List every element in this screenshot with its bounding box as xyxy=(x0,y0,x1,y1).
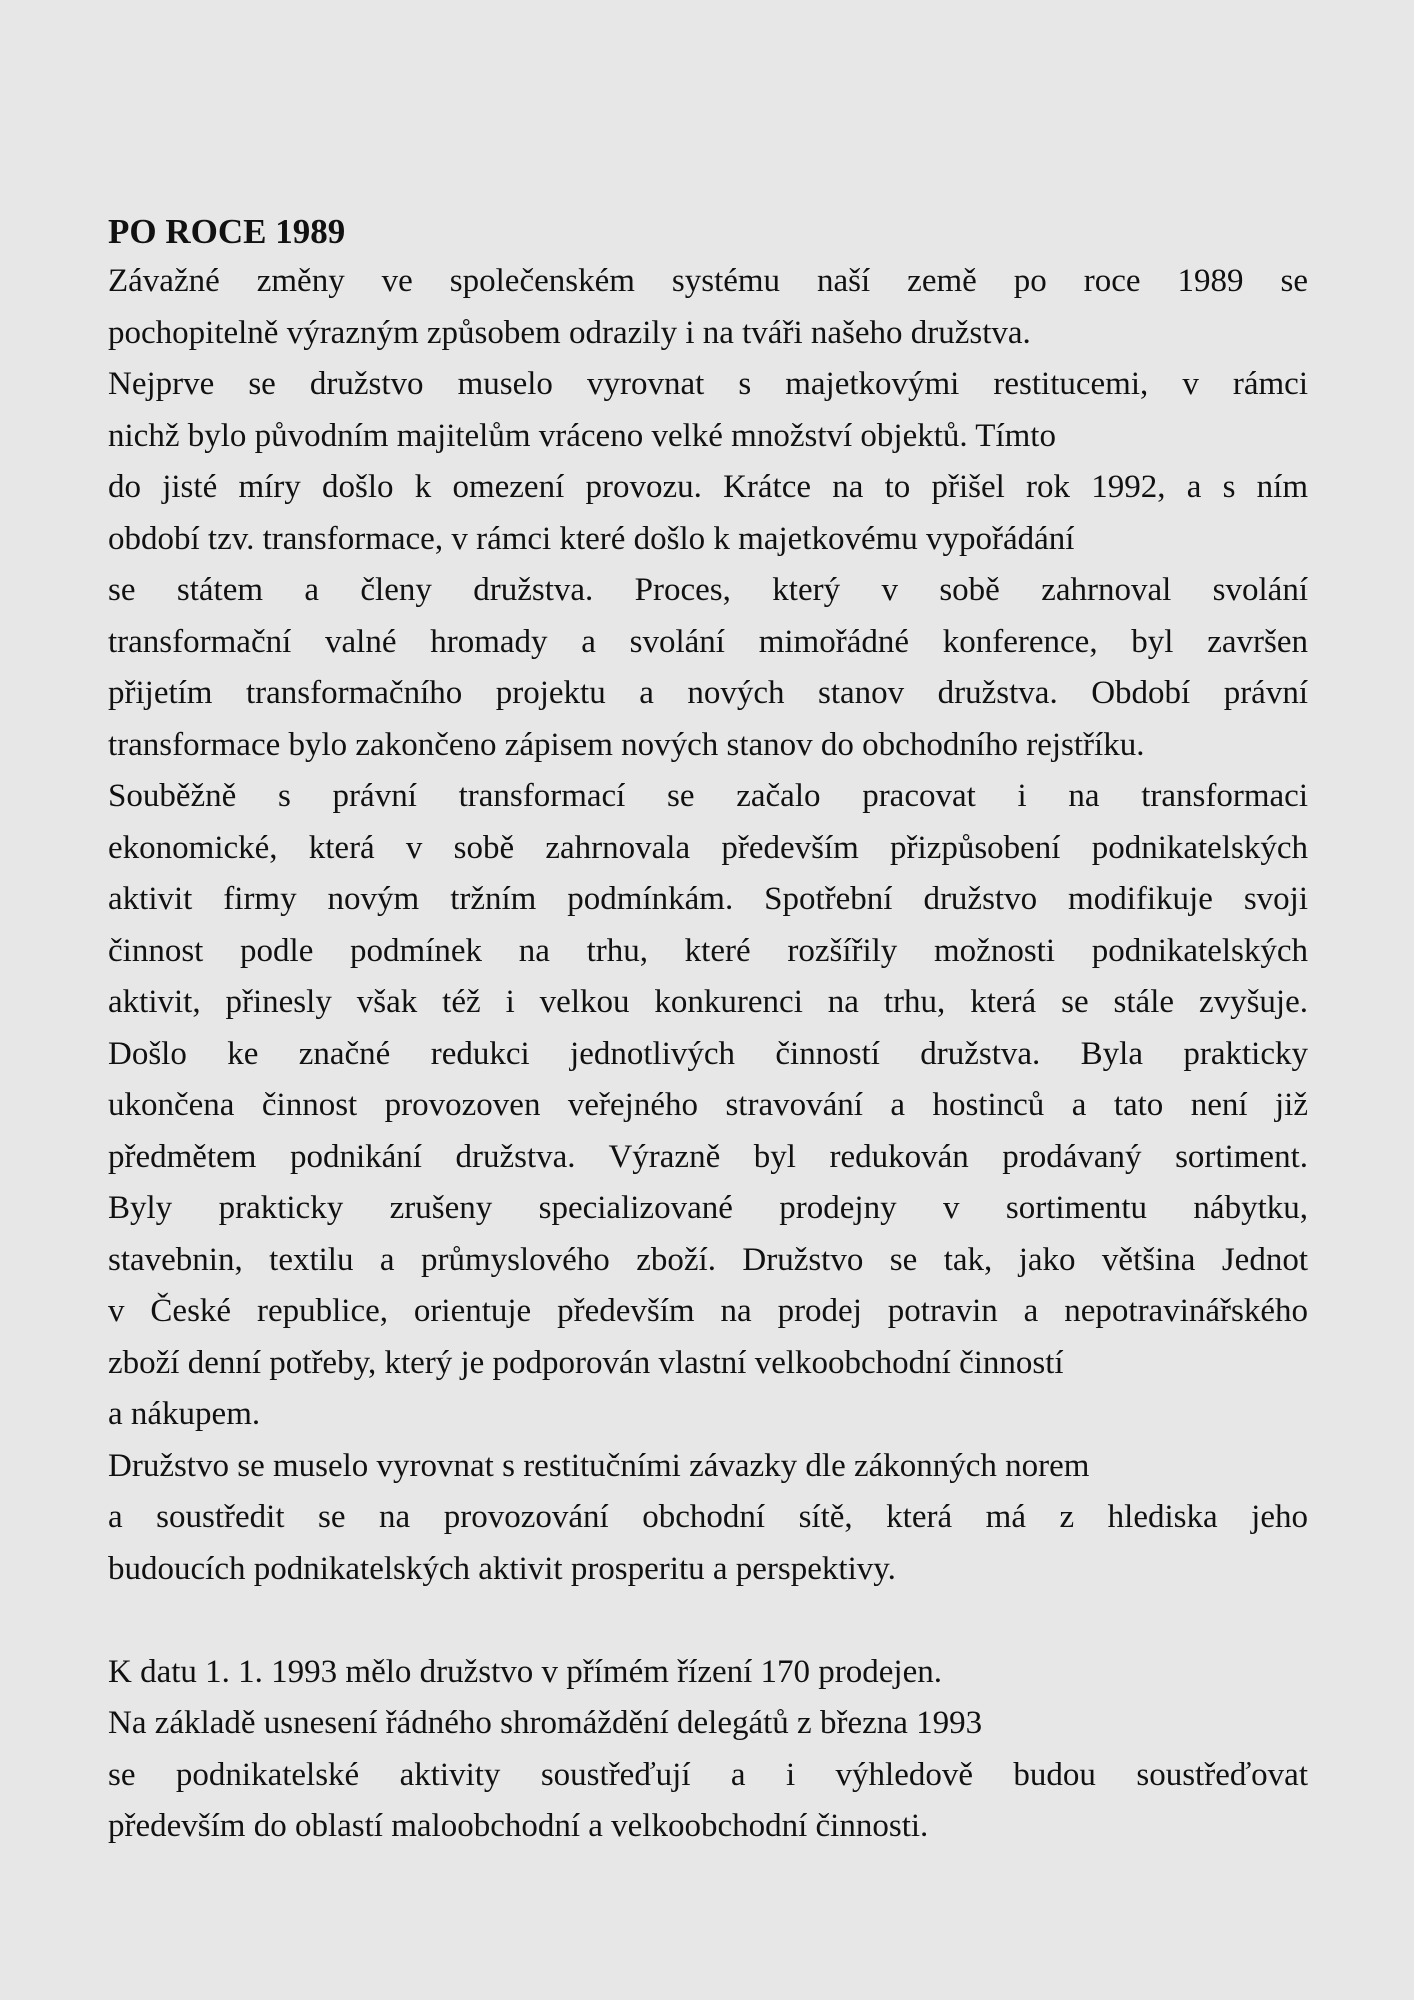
text-line: v České republice, orientuje především na prodej potravin a nepotravinářského xyxy=(108,1293,1308,1329)
blank-line xyxy=(108,1595,1308,1647)
text-line: Nejprve se družstvo muselo vyrovnat s majetkovými restitucemi, v rámci xyxy=(108,366,1308,402)
text-line: předmětem podnikání družstva. Výrazně byl redukován prodávaný sortiment. xyxy=(108,1138,1308,1175)
section-heading: PO ROCE 1989 xyxy=(108,212,346,251)
text-line: se podnikatelské aktivity soustřeďují a i výhledově budou soustřeďovat xyxy=(108,1756,1308,1793)
text-line: období tzv. transformace, v rámci které došlo k majetkovému vypořádání xyxy=(108,520,1075,557)
text-line: aktivit, přinesly však též i velkou konkurenci na trhu, která se stále zvyšuje. xyxy=(108,984,1308,1020)
text-line: a soustředit se na provozování obchodní sítě, která má z hlediska jeho xyxy=(108,1499,1308,1535)
text-line: Závažné změny ve společenském systému naší země po roce 1989 se xyxy=(108,263,1308,299)
text-line: se státem a členy družstva. Proces, který v sobě zahrnoval svolání xyxy=(108,572,1308,608)
text-line: zboží denní potřeby, který je podporován vlastní velkoobchodní činností xyxy=(108,1344,1064,1381)
text-line: Byly prakticky zrušeny specializované prodejny v sortimentu nábytku, xyxy=(108,1190,1308,1226)
text-line: stavebnin, textilu a průmyslového zboží. Družstvo se tak, jako většina Jednot xyxy=(108,1241,1308,1278)
text-line: budoucích podnikatelských aktivit prosperitu a perspektivy. xyxy=(108,1550,896,1587)
text-line: transformace bylo zakončeno zápisem nových stanov do obchodního rejstříku. xyxy=(108,726,1145,763)
document-page xyxy=(108,208,1308,1853)
text-line: Na základě usnesení řádného shromáždění delegátů z března 1993 xyxy=(108,1705,983,1741)
text-line: Družstvo se muselo vyrovnat s restitučními závazky dle zákonných norem xyxy=(108,1447,1090,1484)
text-line: Souběžně s právní transformací se začalo pracovat i na transformaci xyxy=(108,778,1308,814)
text-line: a nákupem. xyxy=(108,1396,261,1432)
text-line: aktivit firmy novým tržním podmínkám. Spotřební družstvo modifikuje svoji xyxy=(108,881,1308,917)
text-line: transformační valné hromady a svolání mimořádné konference, byl završen xyxy=(108,623,1308,660)
text-line: Došlo ke značné redukci jednotlivých činností družstva. Byla prakticky xyxy=(108,1035,1308,1072)
text-line: přijetím transformačního projektu a nových stanov družstva. Období právní xyxy=(108,675,1308,711)
text-line: především do oblastí maloobchodní a velkoobchodní činnosti. xyxy=(108,1808,929,1844)
text-line: činnost podle podmínek na trhu, které rozšířily možnosti podnikatelských xyxy=(108,932,1308,969)
text-line: pochopitelně výrazným způsobem odrazily i na tváři našeho družstva. xyxy=(108,314,1031,351)
text-line: nichž bylo původním majitelům vráceno velké množství objektů. Tímto xyxy=(108,417,1056,454)
text-line: do jisté míry došlo k omezení provozu. Krátce na to přišel rok 1992, a s ním xyxy=(108,469,1308,505)
text-line: ukončena činnost provozoven veřejného stravování a hostinců a tato není již xyxy=(108,1087,1308,1123)
body-text xyxy=(108,256,1308,1853)
text-line: ekonomické, která v sobě zahrnovala především přizpůsobení podnikatelských xyxy=(108,829,1308,866)
text-line: K datu 1. 1. 1993 mělo družstvo v přímém řízení 170 prodejen. xyxy=(108,1653,942,1690)
